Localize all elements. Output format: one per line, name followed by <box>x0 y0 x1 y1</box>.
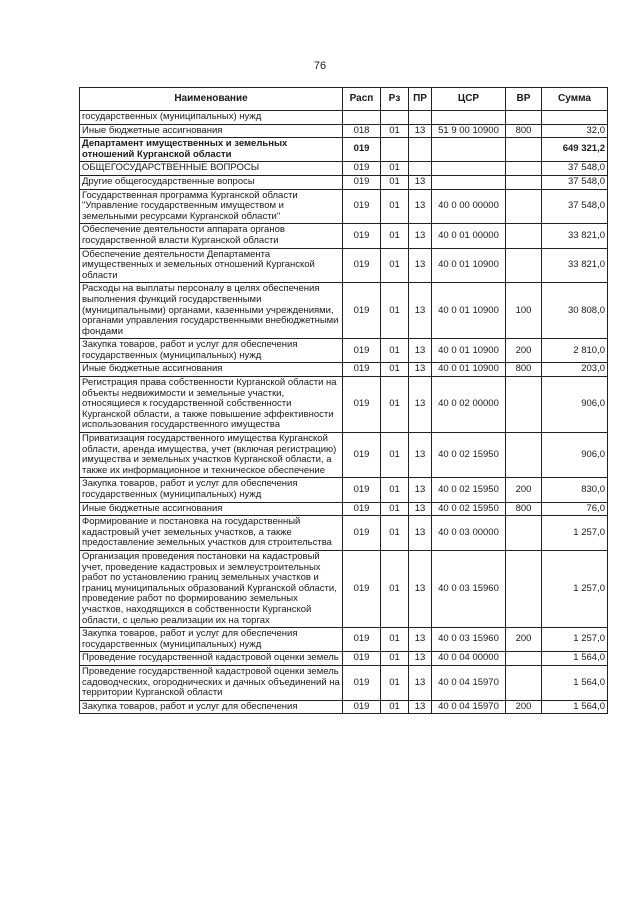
cell-name: Обеспечение деятельности аппарата органов государственной власти Курганской области <box>80 224 343 248</box>
cell-pr: 13 <box>409 502 432 516</box>
cell-rz: 01 <box>381 363 409 377</box>
cell-name: Государственная программа Курганской области "Управление государственным имуществом и земельными ресурсами Курганской области" <box>80 189 343 224</box>
cell-rz: 01 <box>381 665 409 700</box>
cell-vr <box>506 162 542 176</box>
cell-name: Другие общегосударственные вопросы <box>80 175 343 189</box>
cell-csr <box>432 138 506 162</box>
table-row <box>80 377 608 433</box>
cell-name: Иные бюджетные ассигнования <box>80 124 343 138</box>
cell-pr: 13 <box>409 124 432 138</box>
cell-vr: 200 <box>506 339 542 363</box>
cell-vr <box>506 377 542 433</box>
cell-rz: 01 <box>381 224 409 248</box>
cell-csr: 40 0 02 15950 <box>432 478 506 502</box>
cell-rasp <box>343 111 381 125</box>
cell-sum: 2 810,0 <box>542 339 608 363</box>
cell-rasp: 019 <box>343 175 381 189</box>
cell-sum: 33 821,0 <box>542 248 608 283</box>
cell-csr: 40 0 02 15950 <box>432 433 506 478</box>
cell-rz: 01 <box>381 502 409 516</box>
cell-pr: 13 <box>409 478 432 502</box>
header-rz: Рз <box>381 88 409 111</box>
cell-pr: 13 <box>409 628 432 652</box>
table-row <box>80 189 608 224</box>
table-row <box>80 516 608 551</box>
cell-pr: 13 <box>409 700 432 714</box>
cell-rz: 01 <box>381 700 409 714</box>
cell-csr: 40 0 01 10900 <box>432 283 506 339</box>
cell-csr: 40 0 00 00000 <box>432 189 506 224</box>
cell-rz: 01 <box>381 652 409 666</box>
cell-sum: 37 548,0 <box>542 175 608 189</box>
table-row <box>80 124 608 138</box>
cell-rasp: 019 <box>343 478 381 502</box>
table-row <box>80 502 608 516</box>
cell-rz <box>381 138 409 162</box>
cell-pr <box>409 111 432 125</box>
cell-csr: 40 0 04 15970 <box>432 700 506 714</box>
cell-vr <box>506 189 542 224</box>
table-row <box>80 628 608 652</box>
table-row <box>80 175 608 189</box>
cell-name: ОБЩЕГОСУДАРСТВЕННЫЕ ВОПРОСЫ <box>80 162 343 176</box>
header-vr: ВР <box>506 88 542 111</box>
cell-rasp: 019 <box>343 283 381 339</box>
cell-csr <box>432 111 506 125</box>
cell-vr: 800 <box>506 502 542 516</box>
cell-sum: 37 548,0 <box>542 189 608 224</box>
cell-name: Расходы на выплаты персоналу в целях обеспечения выполнения функций государственными (муниципальными) органами, казенными учреждениями, органами управления государственными внебюджетными фондами <box>80 283 343 339</box>
cell-rz: 01 <box>381 516 409 551</box>
header-csr: ЦСР <box>432 88 506 111</box>
cell-vr: 800 <box>506 124 542 138</box>
cell-vr <box>506 224 542 248</box>
table-row <box>80 363 608 377</box>
cell-sum: 1 257,0 <box>542 516 608 551</box>
cell-name: Закупка товаров, работ и услуг для обеспечения государственных (муниципальных) нужд <box>80 478 343 502</box>
cell-rz: 01 <box>381 189 409 224</box>
cell-pr: 13 <box>409 550 432 627</box>
cell-sum: 1 564,0 <box>542 652 608 666</box>
cell-rasp: 019 <box>343 516 381 551</box>
cell-pr <box>409 162 432 176</box>
cell-rasp: 019 <box>343 665 381 700</box>
cell-name: Иные бюджетные ассигнования <box>80 363 343 377</box>
cell-rz: 01 <box>381 339 409 363</box>
cell-name: Регистрация права собственности Курганской области на объекты недвижимости и земельные участки, относящиеся к государственной собственности Курганской области, а также повышение эффективности использования государственного имущества <box>80 377 343 433</box>
cell-vr <box>506 665 542 700</box>
table-row <box>80 478 608 502</box>
cell-sum: 649 321,2 <box>542 138 608 162</box>
cell-vr <box>506 175 542 189</box>
cell-rz: 01 <box>381 283 409 339</box>
cell-vr: 200 <box>506 628 542 652</box>
cell-sum: 32,0 <box>542 124 608 138</box>
cell-rz: 01 <box>381 124 409 138</box>
table-row <box>80 550 608 627</box>
cell-sum: 830,0 <box>542 478 608 502</box>
cell-rasp: 019 <box>343 628 381 652</box>
cell-rasp: 018 <box>343 124 381 138</box>
cell-csr: 40 0 01 10900 <box>432 339 506 363</box>
cell-name: Департамент имущественных и земельных отношений Курганской области <box>80 138 343 162</box>
cell-pr: 13 <box>409 363 432 377</box>
cell-csr: 40 0 03 15960 <box>432 628 506 652</box>
cell-rasp: 019 <box>343 433 381 478</box>
cell-csr: 40 0 04 15970 <box>432 665 506 700</box>
cell-rasp: 019 <box>343 377 381 433</box>
cell-csr: 40 0 01 10900 <box>432 248 506 283</box>
cell-vr <box>506 433 542 478</box>
cell-rasp: 019 <box>343 363 381 377</box>
cell-sum: 33 821,0 <box>542 224 608 248</box>
table-row <box>80 283 608 339</box>
cell-rasp: 019 <box>343 502 381 516</box>
cell-vr: 200 <box>506 700 542 714</box>
cell-rz: 01 <box>381 478 409 502</box>
cell-name: Обеспечение деятельности Департамента имущественных и земельных отношений Курганской области <box>80 248 343 283</box>
cell-rasp: 019 <box>343 652 381 666</box>
cell-rz: 01 <box>381 248 409 283</box>
cell-rz <box>381 111 409 125</box>
table-row <box>80 339 608 363</box>
cell-vr <box>506 652 542 666</box>
cell-rasp: 019 <box>343 224 381 248</box>
table-row <box>80 224 608 248</box>
cell-vr: 100 <box>506 283 542 339</box>
cell-name: Формирование и постановка на государственный кадастровый учет земельных участков, а также предоставление земельных участков для строительства <box>80 516 343 551</box>
cell-csr <box>432 162 506 176</box>
cell-rasp: 019 <box>343 138 381 162</box>
cell-csr <box>432 175 506 189</box>
cell-rasp: 019 <box>343 700 381 714</box>
cell-name: государственных (муниципальных) нужд <box>80 111 343 125</box>
cell-pr <box>409 138 432 162</box>
cell-vr <box>506 138 542 162</box>
cell-name: Проведение государственной кадастровой оценки земель <box>80 652 343 666</box>
cell-sum <box>542 111 608 125</box>
cell-csr: 40 0 01 00000 <box>432 224 506 248</box>
cell-pr: 13 <box>409 377 432 433</box>
cell-vr: 200 <box>506 478 542 502</box>
cell-rz: 01 <box>381 550 409 627</box>
table-row <box>80 138 608 162</box>
cell-sum: 37 548,0 <box>542 162 608 176</box>
budget-table <box>79 87 608 714</box>
cell-sum: 906,0 <box>542 377 608 433</box>
cell-pr: 13 <box>409 189 432 224</box>
cell-name: Закупка товаров, работ и услуг для обеспечения государственных (муниципальных) нужд <box>80 628 343 652</box>
cell-sum: 76,0 <box>542 502 608 516</box>
cell-name: Закупка товаров, работ и услуг для обеспечения <box>80 700 343 714</box>
cell-sum: 906,0 <box>542 433 608 478</box>
cell-vr: 800 <box>506 363 542 377</box>
cell-rz: 01 <box>381 162 409 176</box>
cell-rz: 01 <box>381 628 409 652</box>
cell-pr: 13 <box>409 248 432 283</box>
header-pr: ПР <box>409 88 432 111</box>
cell-vr <box>506 516 542 551</box>
table-header-row <box>80 88 608 111</box>
cell-rasp: 019 <box>343 162 381 176</box>
table-row <box>80 665 608 700</box>
cell-name: Закупка товаров, работ и услуг для обеспечения государственных (муниципальных) нужд <box>80 339 343 363</box>
header-rasp: Расп <box>343 88 381 111</box>
cell-csr: 40 0 03 00000 <box>432 516 506 551</box>
cell-sum: 1 564,0 <box>542 665 608 700</box>
cell-vr <box>506 111 542 125</box>
page-number: 76 <box>313 60 327 72</box>
cell-pr: 13 <box>409 339 432 363</box>
cell-rasp: 019 <box>343 189 381 224</box>
table-row <box>80 652 608 666</box>
cell-vr <box>506 248 542 283</box>
cell-pr: 13 <box>409 665 432 700</box>
cell-sum: 30 808,0 <box>542 283 608 339</box>
cell-pr: 13 <box>409 175 432 189</box>
cell-sum: 203,0 <box>542 363 608 377</box>
cell-csr: 51 9 00 10900 <box>432 124 506 138</box>
cell-name: Приватизация государственного имущества Курганской области, аренда имущества, учет (включая регистрацию) имущества и земельных участков Курганской области, а также их информационное и техническое обеспечение <box>80 433 343 478</box>
cell-name: Организация проведения постановки на кадастровый учет, проведение кадастровых и землеустроительных работ по установлению границ земельных участков и границ муниципальных образований Курганской области, проведение работ по формированию земельных участков, находящихся в собственности Курганской области, с целью реализации их на торгах <box>80 550 343 627</box>
cell-rasp: 019 <box>343 339 381 363</box>
cell-rz: 01 <box>381 433 409 478</box>
table-row <box>80 700 608 714</box>
table-row <box>80 433 608 478</box>
cell-sum: 1 257,0 <box>542 550 608 627</box>
cell-pr: 13 <box>409 283 432 339</box>
cell-pr: 13 <box>409 224 432 248</box>
cell-sum: 1 564,0 <box>542 700 608 714</box>
cell-csr: 40 0 01 10900 <box>432 363 506 377</box>
cell-name: Проведение государственной кадастровой оценки земель садоводческих, огороднических и дачных объединений на территории Курганской области <box>80 665 343 700</box>
cell-sum: 1 257,0 <box>542 628 608 652</box>
header-sum: Сумма <box>542 88 608 111</box>
table-row <box>80 248 608 283</box>
cell-rasp: 019 <box>343 248 381 283</box>
cell-pr: 13 <box>409 652 432 666</box>
header-name: Наименование <box>80 88 343 111</box>
cell-csr: 40 0 02 15950 <box>432 502 506 516</box>
cell-csr: 40 0 04 00000 <box>432 652 506 666</box>
cell-name: Иные бюджетные ассигнования <box>80 502 343 516</box>
cell-csr: 40 0 03 15960 <box>432 550 506 627</box>
cell-vr <box>506 550 542 627</box>
table-row <box>80 111 608 125</box>
cell-rz: 01 <box>381 175 409 189</box>
cell-pr: 13 <box>409 433 432 478</box>
cell-pr: 13 <box>409 516 432 551</box>
table-row <box>80 162 608 176</box>
cell-rasp: 019 <box>343 550 381 627</box>
cell-rz: 01 <box>381 377 409 433</box>
cell-csr: 40 0 02 00000 <box>432 377 506 433</box>
